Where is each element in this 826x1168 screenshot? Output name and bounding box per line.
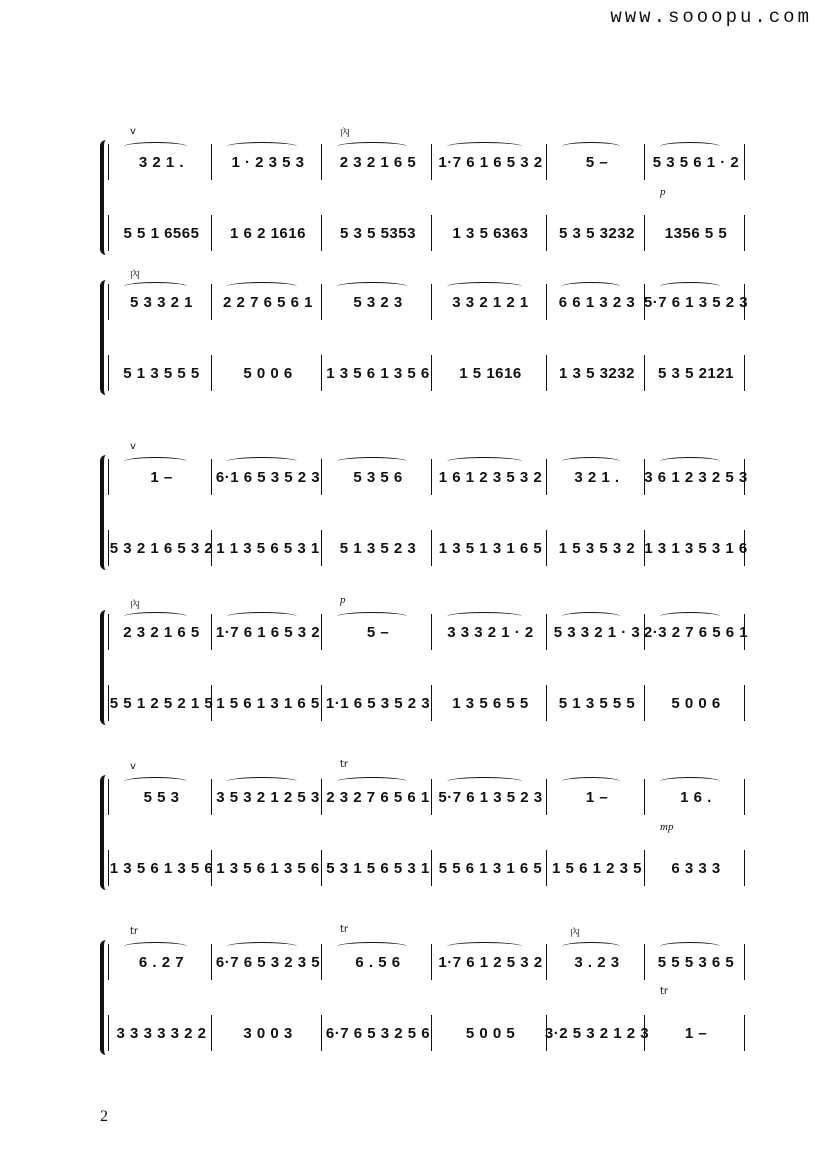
measure: 6·7 6 5 3 2 3 5 [215, 953, 321, 971]
measure: 1 – [585, 788, 609, 806]
measure: 1 3 5 6 5 5 [452, 694, 529, 712]
measure: 1 6 2 1616 [230, 224, 306, 242]
measure: 5 – [366, 623, 390, 641]
barline [108, 530, 109, 566]
barline [644, 1015, 645, 1051]
barline [744, 1015, 745, 1051]
measure: 3 0 0 3 [243, 1024, 293, 1042]
upper-part [110, 455, 746, 499]
barline [211, 1015, 212, 1051]
measure: 3 3 2 1 2 1 [452, 293, 529, 311]
barline [211, 355, 212, 391]
measure: 6 6 1 3 2 3 [558, 293, 636, 311]
slur-mark [660, 142, 720, 151]
measure: 5 0 0 6 [671, 694, 721, 712]
barline [546, 355, 547, 391]
measure: 1 3 5 1 3 1 6 5 [438, 539, 543, 557]
barline [108, 459, 109, 495]
barline [644, 144, 645, 180]
barline [644, 355, 645, 391]
slur-mark [562, 777, 620, 786]
measure: 1 · 2 3 5 3 [231, 153, 305, 171]
barline [211, 614, 212, 650]
measure: 3 3 3 2 1 · 2 [447, 623, 534, 641]
score-system [100, 441, 748, 570]
measure: 5 – [585, 153, 609, 171]
barline [431, 685, 432, 721]
barline [321, 355, 322, 391]
barline [431, 850, 432, 886]
score-system [100, 594, 749, 725]
barline [546, 614, 547, 650]
score-system [100, 924, 746, 1055]
barline [546, 459, 547, 495]
barline [744, 614, 745, 650]
barline [431, 530, 432, 566]
barline [108, 284, 109, 320]
measure: 3·2 5 3 2 1 2 3 [544, 1024, 650, 1042]
slur-mark [447, 942, 522, 951]
measure: 1 3 5 6363 [452, 224, 529, 242]
barline [108, 685, 109, 721]
measure: 1·1 6 5 3 5 2 3 [325, 694, 431, 712]
measure: 5 3 5 2121 [658, 364, 734, 382]
measure: 5 5 3 [143, 788, 180, 806]
measure: 1·7 6 1 6 5 3 2 [438, 153, 543, 171]
slur-mark [227, 457, 297, 466]
barline [744, 850, 745, 886]
barline [644, 685, 645, 721]
measure: 1 3 1 3 5 3 1 6 [644, 539, 748, 557]
barline [108, 1015, 109, 1051]
measure: 1 3 5 6 1 3 5 6 [326, 364, 430, 382]
slur-mark [227, 777, 297, 786]
measure: 6 . 2 7 [138, 953, 185, 971]
upper-part [110, 940, 746, 984]
measure: 2 3 2 7 6 5 6 1 [326, 788, 430, 806]
measure: 5 3 5 6 1 · 2 [652, 153, 740, 171]
slur-mark [227, 942, 297, 951]
slur-mark [227, 612, 297, 621]
measure: 1 – [684, 1024, 708, 1042]
upper-part [110, 280, 749, 324]
barline [108, 355, 109, 391]
barline [431, 144, 432, 180]
measure: 6·1 6 5 3 5 2 3 [215, 468, 321, 486]
slur-mark [447, 457, 522, 466]
measure: 1 5 1616 [459, 364, 522, 382]
dynamic-mark: p [660, 186, 666, 198]
measure: 1 3 5 6 1 3 5 6 [109, 859, 214, 877]
barline [431, 459, 432, 495]
ornament-mark: tr [340, 759, 349, 770]
barline [744, 944, 745, 980]
slur-mark [124, 457, 187, 466]
slur-mark [660, 777, 720, 786]
measure: 2 3 2 1 6 5 [339, 153, 417, 171]
measure: 5 3 5 6 [353, 468, 403, 486]
barline [431, 1015, 432, 1051]
ornament-mark: v [130, 126, 136, 137]
barline [211, 215, 212, 251]
measure: 5 3 1 5 6 5 3 1 [326, 859, 430, 877]
ornament-mark: v [130, 441, 136, 452]
barline [744, 459, 745, 495]
slur-mark [227, 142, 297, 151]
barline [546, 284, 547, 320]
slur-mark [562, 142, 620, 151]
measure: 5·7 6 1 3 5 2 3 [438, 788, 543, 806]
slur-mark [660, 942, 720, 951]
measure: 5 1 3 5 5 5 [123, 364, 200, 382]
slur-mark [337, 612, 407, 621]
slur-mark [337, 142, 407, 151]
barline [321, 530, 322, 566]
measure: 5 3 2 1 6 5 3 2 [109, 539, 214, 557]
slur-mark [124, 942, 187, 951]
barline [744, 779, 745, 815]
measure: 5 5 5 3 6 5 [657, 953, 735, 971]
slur-mark [660, 457, 720, 466]
ornament-mark: tr [340, 924, 349, 935]
barline [321, 459, 322, 495]
barline [108, 944, 109, 980]
lower-part [110, 211, 746, 255]
slur-mark [124, 142, 187, 151]
measure: 3 3 3 3 3 2 2 [116, 1024, 207, 1042]
barline [644, 215, 645, 251]
slur-mark [447, 142, 522, 151]
barline [744, 284, 745, 320]
measure: 5 5 1 2 5 2 1 5 [109, 694, 214, 712]
barline [211, 779, 212, 815]
barline [108, 215, 109, 251]
slur-mark [337, 777, 407, 786]
measure: 5 1 3 5 5 5 [558, 694, 636, 712]
slur-mark [660, 282, 720, 291]
barline [108, 779, 109, 815]
slur-mark [124, 777, 187, 786]
slur-mark [562, 612, 620, 621]
lower-part [110, 526, 746, 570]
barline [321, 944, 322, 980]
ornament-mark: v [130, 761, 136, 772]
barline [321, 779, 322, 815]
barline [644, 944, 645, 980]
upper-part [110, 610, 749, 654]
lower-part [110, 1011, 746, 1055]
ornament-mark: tr [130, 926, 139, 937]
measure: 5 1 3 5 2 3 [339, 539, 417, 557]
barline [108, 144, 109, 180]
measure: 1 5 3 5 3 2 [558, 539, 636, 557]
slur-mark [337, 282, 407, 291]
dynamic-mark: p [340, 594, 346, 606]
slur-mark [660, 612, 720, 621]
score-system [100, 270, 749, 395]
measure: 1 5 6 1 2 3 5 [552, 859, 642, 877]
barline [211, 850, 212, 886]
barline [211, 284, 212, 320]
measure: 6·7 6 5 3 2 5 6 [325, 1024, 431, 1042]
measure: 5 3 5 3232 [559, 224, 635, 242]
measure: 5 0 0 5 [465, 1024, 516, 1042]
barline [431, 355, 432, 391]
barline [211, 459, 212, 495]
barline [321, 215, 322, 251]
lower-part [110, 351, 746, 395]
measure: 3 . 2 3 [574, 953, 620, 971]
measure: 2·3 2 7 6 5 6 1 [643, 623, 749, 641]
measure: 1 1 3 5 6 5 3 1 [216, 539, 320, 557]
upper-part [110, 775, 746, 819]
measure: 5 3 3 2 1 · 3 [553, 623, 641, 641]
barline [644, 779, 645, 815]
score-system [100, 759, 746, 890]
slur-mark [337, 942, 407, 951]
barline [321, 284, 322, 320]
measure: 1 5 6 1 3 1 6 5 [216, 694, 320, 712]
barline [546, 850, 547, 886]
barline [321, 685, 322, 721]
barline [644, 850, 645, 886]
barline [321, 144, 322, 180]
barline [108, 850, 109, 886]
site-watermark: www.sooopu.com [610, 6, 812, 28]
ornament-mark: tr [660, 986, 669, 997]
slur-mark [447, 612, 522, 621]
measure: 2 3 2 1 6 5 [123, 623, 200, 641]
barline [431, 215, 432, 251]
measure: 1·7 6 1 6 5 3 2 [215, 623, 321, 641]
measure: 1 3 5 6 1 3 5 6 [216, 859, 320, 877]
measure: 5 3 5 5353 [340, 224, 416, 242]
slur-mark [562, 942, 620, 951]
measure: 5 5 6 1 3 1 6 5 [438, 859, 543, 877]
barline [431, 284, 432, 320]
measure: 5·7 6 1 3 5 2 3 [643, 293, 749, 311]
barline [744, 685, 745, 721]
measure: 3 6 1 2 3 2 5 3 [644, 468, 748, 486]
slur-mark [447, 777, 522, 786]
barline [744, 144, 745, 180]
barline [744, 355, 745, 391]
barline [744, 215, 745, 251]
slur-mark [124, 612, 187, 621]
measure: 1356 5 5 [664, 224, 728, 242]
barline [546, 944, 547, 980]
slur-mark [227, 282, 297, 291]
barline [431, 779, 432, 815]
page-number: 2 [100, 1108, 108, 1125]
measure: 1 – [150, 468, 173, 486]
measure: 6 3 3 3 [671, 859, 721, 877]
barline [211, 685, 212, 721]
measure: 5 3 2 3 [353, 293, 403, 311]
slur-mark [562, 282, 620, 291]
measure: 5 0 0 6 [243, 364, 293, 382]
barline [211, 144, 212, 180]
barline [546, 215, 547, 251]
barline [321, 614, 322, 650]
barline [108, 614, 109, 650]
ornament-mark: 內 [130, 270, 140, 281]
barline [744, 530, 745, 566]
barline [321, 850, 322, 886]
lower-part [110, 846, 746, 890]
measure: 3 2 1 . [574, 468, 620, 486]
lower-part [110, 681, 746, 725]
measure: 3 5 3 2 1 2 5 3 [216, 788, 320, 806]
upper-part [110, 140, 746, 184]
measure: 5 5 1 6565 [123, 224, 200, 242]
barline [321, 1015, 322, 1051]
barline [431, 614, 432, 650]
barline [546, 779, 547, 815]
measure: 1 6 1 2 3 5 3 2 [438, 468, 543, 486]
measure: 2 2 7 6 5 6 1 [223, 293, 313, 311]
slur-mark [124, 282, 187, 291]
slur-mark [562, 457, 620, 466]
ornament-mark: 內 [570, 928, 580, 939]
measure: 6 . 5 6 [355, 953, 401, 971]
barline [546, 685, 547, 721]
barline [546, 144, 547, 180]
barline [431, 944, 432, 980]
ornament-mark: 內 [340, 128, 350, 139]
measure: 1·7 6 1 2 5 3 2 [438, 953, 543, 971]
slur-mark [447, 282, 522, 291]
barline [211, 530, 212, 566]
measure: 3 2 1 . [138, 153, 185, 171]
measure: 1 3 5 3232 [559, 364, 635, 382]
measure: 1 6 . [680, 788, 712, 806]
dynamic-mark: mp [660, 821, 674, 833]
ornament-mark: 內 [130, 600, 140, 611]
slur-mark [337, 457, 407, 466]
measure: 5 3 3 2 1 [130, 293, 193, 311]
barline [546, 530, 547, 566]
score-system [100, 126, 746, 255]
barline [211, 944, 212, 980]
